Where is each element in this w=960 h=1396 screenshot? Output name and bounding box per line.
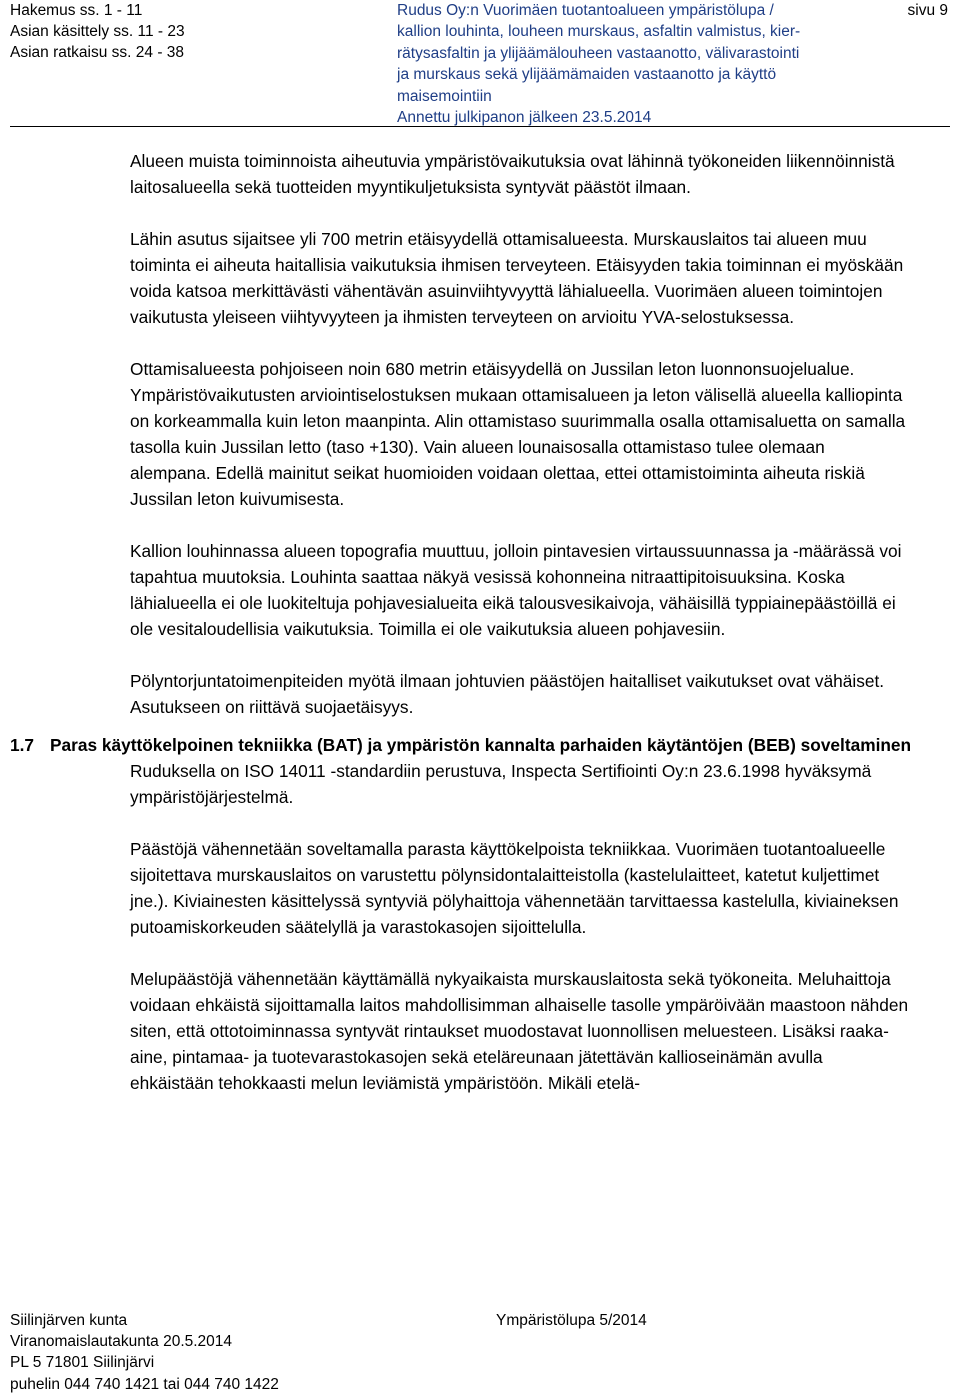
paragraph: Lähin asutus sijaitsee yli 700 metrin etäisyydellä ottamisalueesta. Murskauslaitos tai alueen muu toiminta ei aiheuta haitallisia vaikutuksia ihmisen terveyteen. Etäisyyden takia toiminnan ei myöskään voida katsoa merkittävästi vähentävän asuinviihtyvyyttä lähialueella. Vuorimäen alueen toimintojen vaikutusta yleiseen viihtyvyyteen ja ihmisten terveyteen on arvioitu YVA-selostuksessa. [130,229,904,327]
header-divider [10,126,950,127]
header-left-line: Asian ratkaisu ss. 24 - 38 [10,44,185,61]
page-header [0,0,960,130]
paragraph: Alueen muista toiminnoista aiheutuvia ympäristövaikutuksia ovat lähinnä työkoneiden liikennöinnistä laitosalueella sekä tuotteiden myyntikuljetuksista syntyvät päästöt ilmaan. [130,151,895,197]
page-footer [10,1310,950,1395]
paragraph: Päästöjä vähennetään soveltamalla parasta käyttökelpoista tekniikkaa. Vuorimäen tuotantoalueelle sijoitettava murskauslaitos on varustettu pölynsidontalaitteistolla (kastelulaitteet, katetut kuljettimet jne.). Kiviainesten käsittelyssä syntyviä pölyhaittoja vähennetään tarvittaessa kastelulla, kiviaineksen putoamiskorkeuden säätelyllä ja varastokasojen sijoittelulla. [130,839,899,937]
page-number: sivu 9 [907,2,948,19]
header-title-line: rätysasfaltin ja ylijäämälouheen vastaanotto, välivarastointi [397,44,800,62]
header-left-line: Hakemus ss. 1 - 11 [10,2,143,19]
paragraph: Melupäästöjä vähennetään käyttämällä nykyaikaista murskauslaitosta sekä työkoneita. Meluhaittoja voidaan ehkäistä sijoittamalla laitos mahdollisimman alhaiselle tasolle ympäröivään maastoon nähden siten, että ottotoiminnassa syntyvät rintaukset muodostavat luonnollisen meluesteen. Lisäksi raaka-aine, pintamaa- ja tuotevarastokasojen sekä eteläreunaan jätettävän kallioseinämän avulla ehkäistään tehokkaasti melun leviämistä ympäristöön. Mikäli etelä- [130,969,909,1093]
page-body [0,148,960,1122]
paragraph: Kallion louhinnassa alueen topografia muuttuu, jolloin pintavesien virtaussuunnassa ja -määrässä voi tapahtua muutoksia. Louhinta saattaa näkyä vesissä kohonneina nitraattipitoisuuksina. Koska lähialueella ei ole luokiteltuja pohjavesialueita eikä talousvesikaivoja, vähäisillä typpiainepäästöillä ei ole vesitaloudellisia vaikutuksia. Toimilla ei ole vaikutuksia alueen pohjavesiin. [130,541,902,639]
footer-line: Siilinjärven kunta [10,1312,128,1329]
header-title-line: ja murskaus sekä ylijäämämaiden vastaanotto ja käyttö [397,66,777,84]
header-left [10,0,185,63]
footer-line: Viranomaislautakunta 20.5.2014 [10,1333,233,1351]
header-date-line: Annettu julkipanon jälkeen 23.5.2014 [397,109,652,127]
header-title [397,0,887,128]
section-number: 1.7 [10,735,35,755]
paragraph: Ruduksella on ISO 14011 -standardiin perustuva, Inspecta Sertifiointi Oy:n 23.6.1998 hyväksymä ympäristöjärjestelmä. [130,761,872,807]
footer-permit-id: Ympäristölupa 5/2014 [496,1312,647,1329]
paragraph: Pölyntorjuntatoimenpiteiden myötä ilmaan johtuvien päästöjen haitalliset vaikutukset ovat vähäiset. Asutukseen on riittävä suojaetäisyys. [130,671,885,717]
header-title-line: Rudus Oy:n Vuorimäen tuotantoalueen ympäristölupa / [397,2,774,19]
footer-line: PL 5 71801 Siilinjärvi [10,1354,155,1372]
section-heading [10,732,960,758]
paragraph: Ottamisalueesta pohjoiseen noin 680 metrin etäisyydellä on Jussilan leton luonnonsuojelualue. Ympäristövaikutusten arviointiselostuksen mukaan ottamisalueen ja leton välisellä alueella kalliopinta on korkeammalla kuin leton maanpinta. Alin ottamistaso suurimmalla osalla ottamisaluetta on samalla tasolla kuin Jussilan letto (taso +130). Vain alueen lounaisosalla ottamistaso tulee olemaan alempana. Edellä mainitut seikat huomioiden voidaan olettaa, ettei ottamistoiminta aiheuta riskiä Jussilan leton kuivumisesta. [130,359,906,509]
footer-line: puhelin 044 740 1421 tai 044 740 1422 [10,1375,279,1393]
header-left-line: Asian käsittely ss. 11 - 23 [10,23,185,40]
header-title-line: kallion louhinta, louheen murskaus, asfaltin valmistus, kier- [397,23,801,41]
section-title: Paras käyttökelpoinen tekniikka (BAT) ja ympäristön kannalta parhaiden käytäntöjen (BEB) soveltaminen [50,735,912,755]
header-title-line: maisemointiin [397,87,492,105]
